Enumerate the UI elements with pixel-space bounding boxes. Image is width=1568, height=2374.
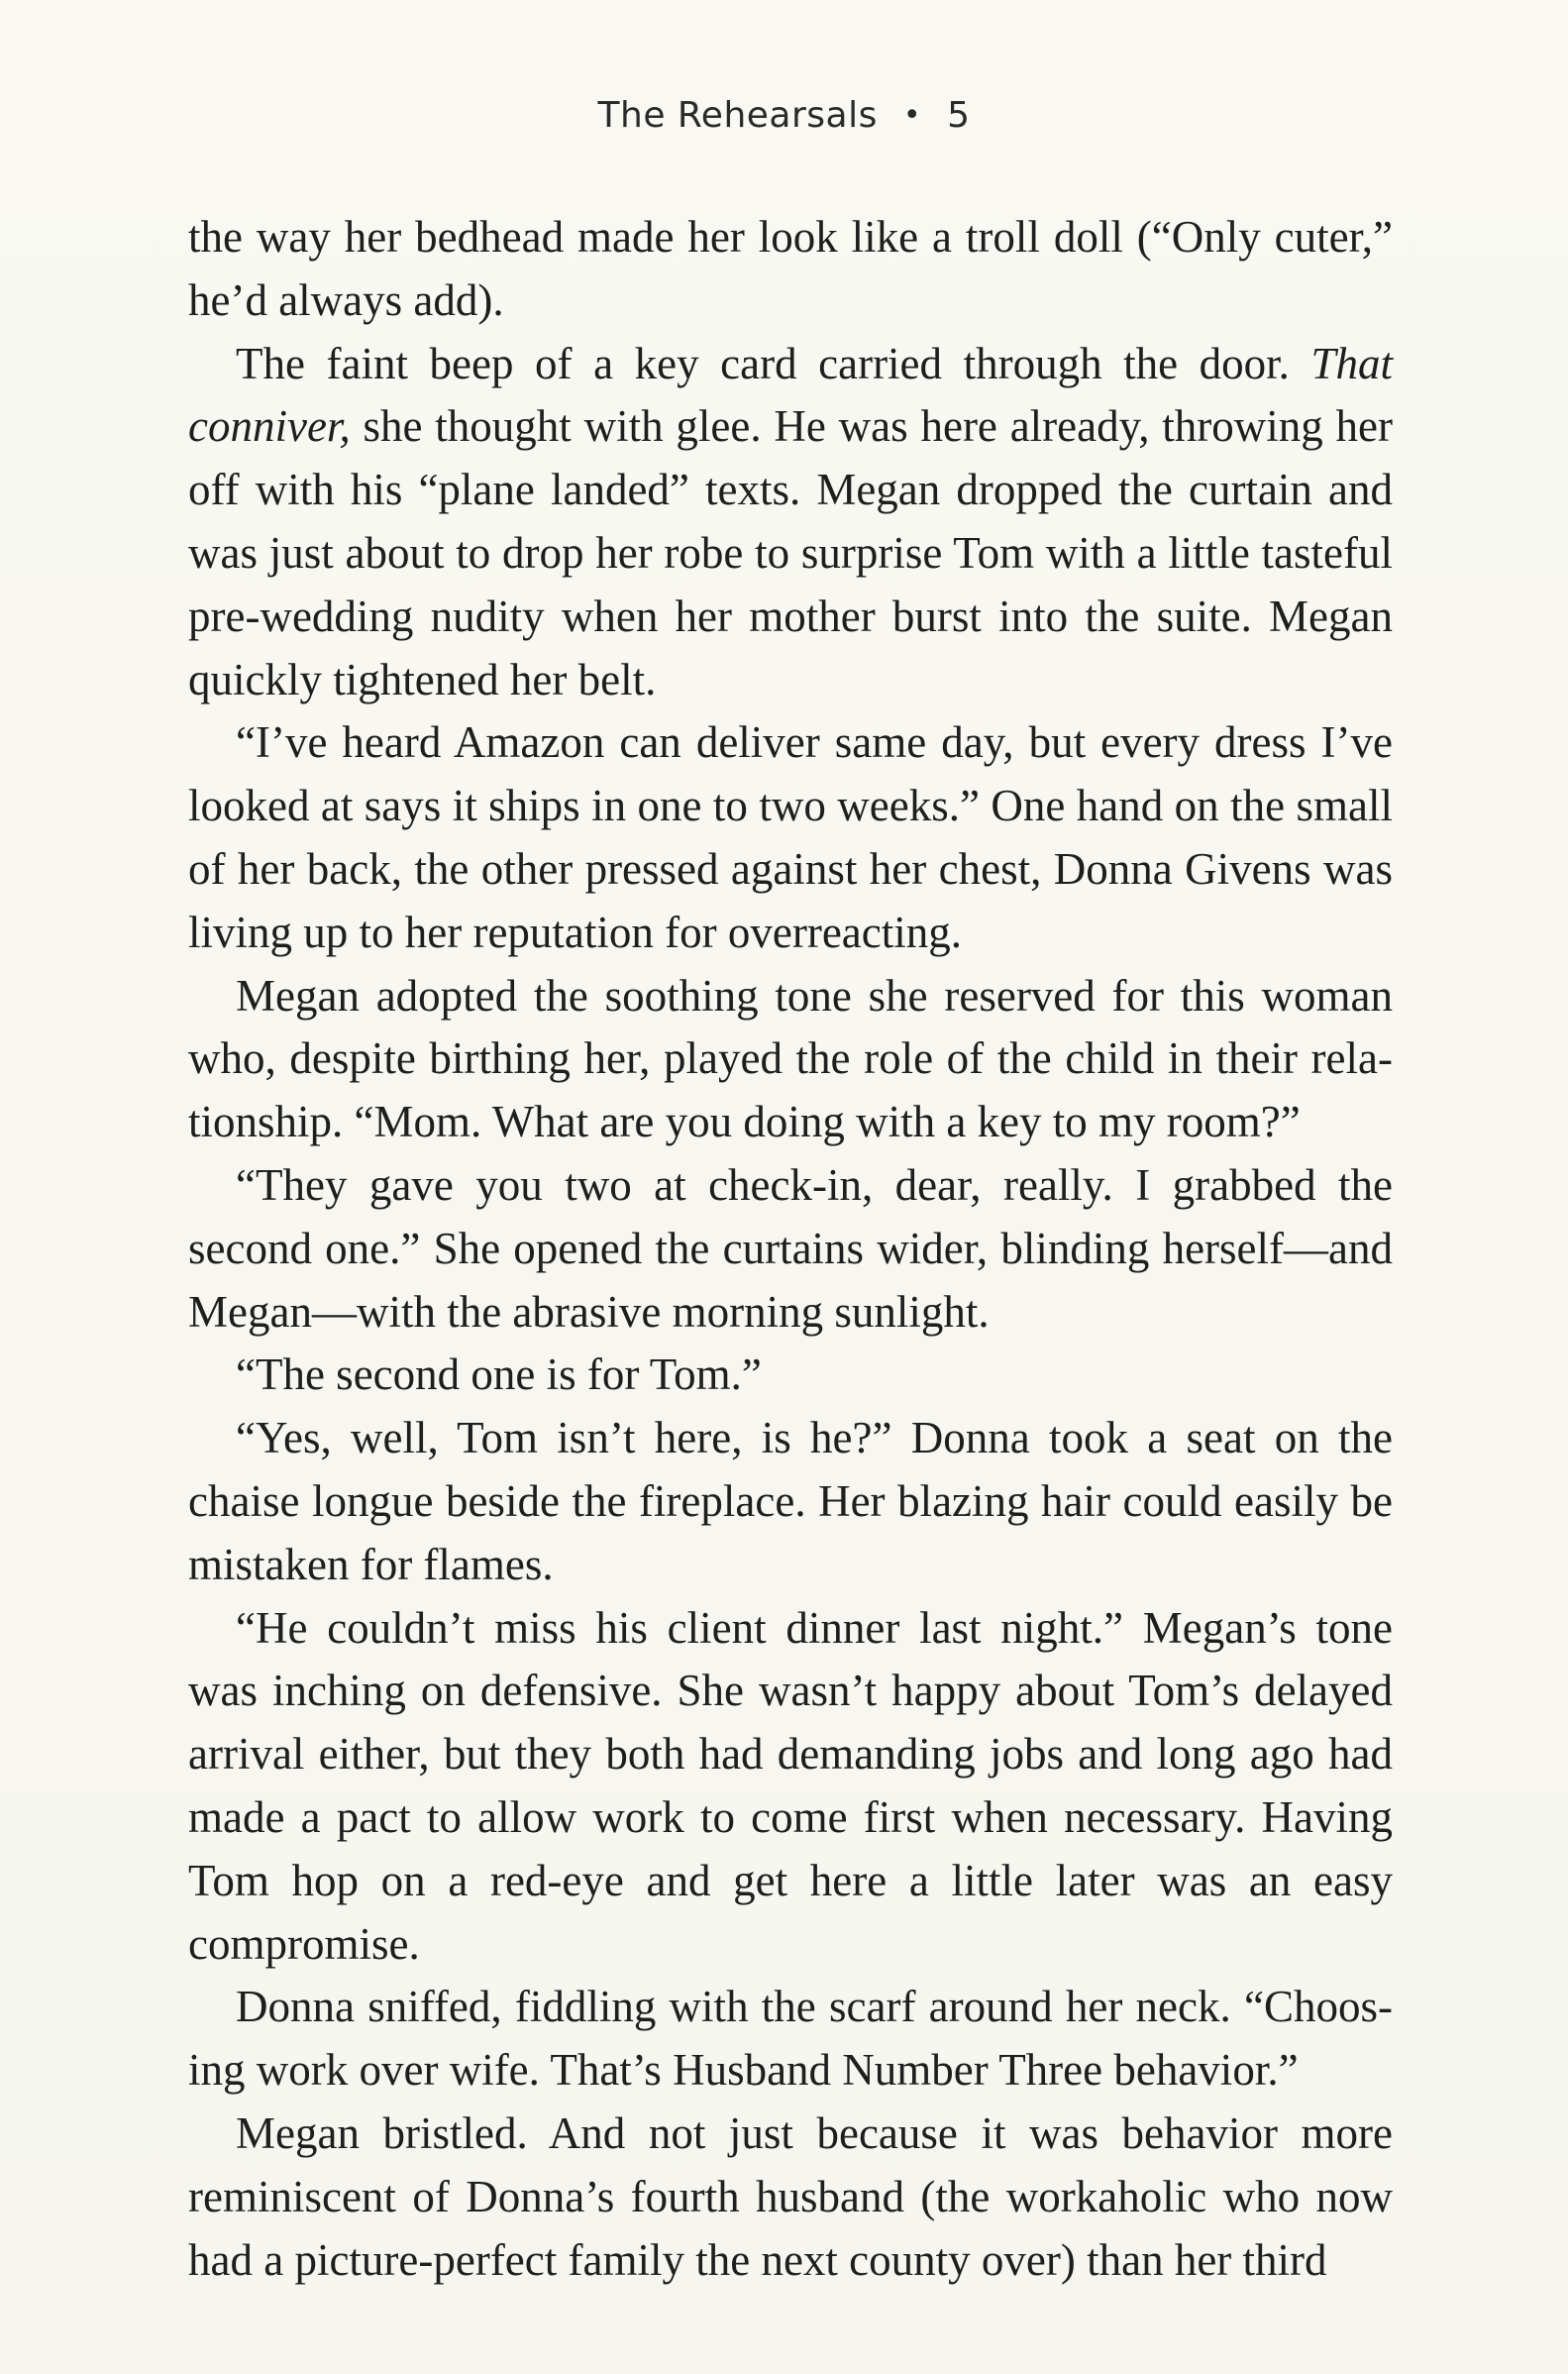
paragraph: Donna sniffed, fiddling with the scarf around her neck. “Choosing work over wife. That’s Husband Number Three behavior.” bbox=[188, 1982, 1393, 2096]
paragraph bbox=[188, 333, 1393, 712]
book-title: The Rehearsals bbox=[597, 95, 878, 136]
paragraph: Megan adopted the soothing tone she reserved for this woman who, despite birthing her, played the role of the child in their relationship. “Mom. What are you doing with a key to my room?” bbox=[188, 970, 1393, 1147]
paragraph: “Yes, well, Tom isn’t here, is he?” Donna took a seat on the chaise longue beside the fireplace. Her blazing hair could easily be mistaken for flames. bbox=[188, 1413, 1393, 1589]
body-text bbox=[188, 206, 1393, 2292]
paragraph: “He couldn’t miss his client dinner last night.” Megan’s tone was inching on defensive. She wasn’t happy about Tom’s delayed arrival either, but they both had demanding jobs and long ago had made a pact to allow work to come first when necessary. Having Tom hop on a red-eye and get here a little later was an easy compromise. bbox=[188, 1602, 1393, 1969]
paragraph: the way her bedhead made her look like a troll doll (“Only cuter,” he’d always add). bbox=[188, 212, 1393, 325]
italic-text: That conniver, bbox=[188, 338, 1393, 452]
paragraph: “The second one is for Tom.” bbox=[236, 1349, 762, 1400]
paragraph-text: The faint beep of a key card carried through the door. bbox=[236, 338, 1311, 388]
page-number: 5 bbox=[947, 95, 971, 136]
paragraph-text: she thought with glee. He was here already, throwing her off with his “plane landed” texts. Megan dropped the curtain and was just about to drop her robe to surprise Tom with a little tasteful pre-wedding nudity when her mother burst into the suite. Megan quickly tightened her belt. bbox=[188, 401, 1393, 704]
paragraph: “I’ve heard Amazon can deliver same day, but every dress I’ve looked at says it ships in one to two weeks.” One hand on the small of her back, the other pressed against her chest, Donna Givens was living up to her reputation for overreacting. bbox=[188, 717, 1393, 957]
paragraph: “They gave you two at check-in, dear, really. I grabbed the second one.” She opened the curtains wider, blinding herself—and Megan—with the abrasive morning sunlight. bbox=[188, 1159, 1393, 1337]
paragraph: Megan bristled. And not just because it was behavior more reminiscent of Donna’s fourth husband (the workaholic who now had a picture-perfect family the next county over) than her third bbox=[188, 2107, 1393, 2285]
running-head bbox=[0, 95, 1568, 136]
header-separator: • bbox=[902, 98, 922, 133]
